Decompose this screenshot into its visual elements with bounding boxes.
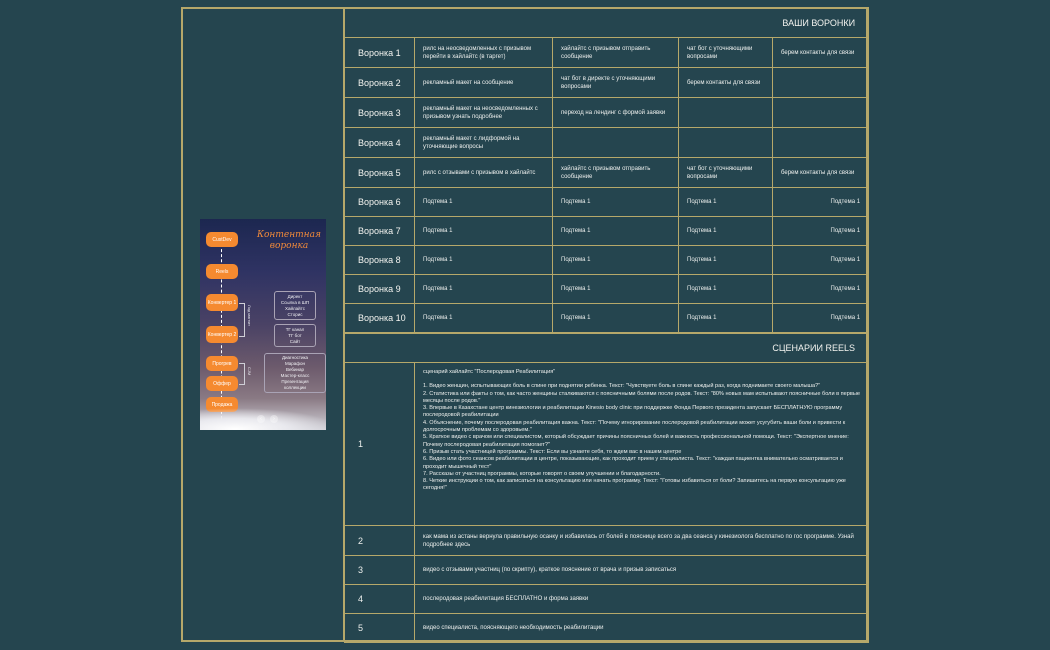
funnel-step-cell: Подтема 1 bbox=[679, 188, 773, 217]
script-step: 6. Видео или фото сеансов реабилитации в центре, показывающие, как проходит прием у специалиста. Текст: "каждая пациентка внимательно осматривается и проходит мышечный тест" bbox=[423, 456, 843, 470]
funnel-step-cell bbox=[773, 128, 869, 158]
channels-box-2: ТГ канал ТГ бот Сайт bbox=[274, 324, 316, 347]
funnel-step-cell: Подтема 1 bbox=[553, 304, 679, 333]
script-step: 3. Впервые в Казахстане центр кинезиологии и реабилитации Kinesio body clinic при поддержке Фонда Первого президента запускает БЕСПЛАТНУЮ программу послеродовой реабилитации bbox=[423, 405, 843, 419]
funnel-step-cell: Подтема 1 bbox=[553, 275, 679, 304]
funnel-row bbox=[345, 217, 869, 246]
funnel-step-cell: Подтема 1 bbox=[679, 304, 773, 333]
reels-number: 3 bbox=[345, 556, 415, 585]
script-step: 8. Четкие инструкции о том, как записаться на консультацию или начать программу. Текст: "Готовы избавиться от боли? Запишитесь на первую консультацию уже сегодня!" bbox=[423, 478, 846, 492]
funnel-label: Воронка 4 bbox=[345, 128, 415, 158]
cjm-label: CJM bbox=[247, 367, 252, 376]
funnel-step-cell: рекламный макет на неосведомленных с призывом узнать подробнее bbox=[415, 98, 553, 128]
funnel-label: Воронка 2 bbox=[345, 68, 415, 98]
funnel-step-cell: Подтема 1 bbox=[553, 217, 679, 246]
funnel-step-cell: хайлайтс с призывом отправить сообщение bbox=[553, 38, 679, 68]
funnel-step-cell: рилс на неосведомленных с призывом перейти в хайлайтс (в таргет) bbox=[415, 38, 553, 68]
funnel-label: Воронка 5 bbox=[345, 158, 415, 188]
reels-row bbox=[345, 526, 869, 556]
funnel-step-cell: рекламный макет с лидформой на уточняющие вопросы bbox=[415, 128, 553, 158]
funnel-step-cell: чат бот с уточняющими вопросами bbox=[679, 38, 773, 68]
step-warmup: Прогрев bbox=[206, 356, 238, 371]
funnel-row bbox=[345, 246, 869, 275]
script-step: 6. Призыв стать участницей программы. Текст: Если вы узнаете себя, то ждем вас в нашем центре bbox=[423, 448, 682, 455]
funnel-step-cell: Подтема 1 bbox=[415, 304, 553, 333]
reels-number: 2 bbox=[345, 526, 415, 556]
script-step: 7. Рассказы от участниц программы, которые говорят о своем улучшении и благодарности. bbox=[423, 470, 661, 477]
funnel-row bbox=[345, 38, 869, 68]
funnel-row bbox=[345, 68, 869, 98]
script-step: 5. Краткое видео с врачом или специалистом, который обсуждает причины поясничных болей и важность профессиональной помощи. Текст: "Экспертное мнение: Почему послеродовая реабилитация помогает?" bbox=[423, 434, 849, 448]
funnel-step-cell: Подтема 1 bbox=[679, 217, 773, 246]
funnel-row bbox=[345, 158, 869, 188]
funnel-step-cell: переход на лендинг с формой заявки bbox=[553, 98, 679, 128]
funnel-step-cell: Подтема 1 bbox=[415, 217, 553, 246]
channels-box-1: Директ Ссылка в ШП Хайлайтс Сторис bbox=[274, 291, 316, 320]
funnel-step-cell: Подтема 1 bbox=[773, 246, 869, 275]
funnel-row bbox=[345, 304, 869, 333]
funnel-step-cell bbox=[679, 98, 773, 128]
lead-magnet-bracket bbox=[239, 303, 245, 337]
funnel-row bbox=[345, 275, 869, 304]
funnel-step-cell bbox=[773, 68, 869, 98]
step-custdev: CustDev bbox=[206, 232, 238, 247]
funnel-label: Воронка 1 bbox=[345, 38, 415, 68]
script-step: 1. Видео женщин, испытывающих боль в спине при поднятии ребенка. Текст: "Чувствуете боль в спине каждый раз, когда поднимаете своего малыша?" bbox=[423, 383, 821, 390]
funnel-step-cell: рилс с отзывами с призывом в хайлайтс bbox=[415, 158, 553, 188]
step-offer: Оффер bbox=[206, 376, 238, 391]
reels-header-row bbox=[345, 334, 869, 363]
funnel-row bbox=[345, 98, 869, 128]
funnel-step-cell: хайлайтс с призывом отправить сообщение bbox=[553, 158, 679, 188]
reels-number: 1 bbox=[345, 363, 415, 526]
funnel-step-cell: Подтема 1 bbox=[773, 217, 869, 246]
script-title: сценарий хайлайтс "Послеродовая Реабилитация" bbox=[423, 369, 556, 375]
funnel-step-cell: Подтема 1 bbox=[679, 246, 773, 275]
funnels-table bbox=[344, 7, 869, 333]
warmup-formats-box: Диагностика Марафон Вебинар Мастер-класс Презентация коллекции bbox=[264, 353, 326, 393]
prev-arrow-icon[interactable]: ‹ bbox=[257, 415, 265, 423]
funnel-step-cell bbox=[679, 128, 773, 158]
funnel-step-cell: рекламный макет на сообщение bbox=[415, 68, 553, 98]
reels-row bbox=[345, 585, 869, 614]
funnel-label: Воронка 6 bbox=[345, 188, 415, 217]
funnel-label: Воронка 3 bbox=[345, 98, 415, 128]
step-sale: Продажа bbox=[206, 397, 238, 412]
reels-number: 4 bbox=[345, 585, 415, 614]
funnel-label: Воронка 10 bbox=[345, 304, 415, 333]
funnels-header-row bbox=[345, 8, 869, 38]
step-converter-1: Конвертер 1 bbox=[206, 294, 238, 311]
funnel-step-cell: берем контакты для связи bbox=[773, 38, 869, 68]
lead-magnet-label: Лид магнит bbox=[247, 305, 252, 327]
funnel-step-cell: Подтема 1 bbox=[415, 275, 553, 304]
cjm-bracket bbox=[239, 363, 245, 385]
funnel-step-cell: Подтема 1 bbox=[679, 275, 773, 304]
funnel-row bbox=[345, 128, 869, 158]
funnel-step-cell: чат бот с уточняющими вопросами bbox=[679, 158, 773, 188]
script-step: 2. Статистика или факты о том, как часто женщины сталкиваются с поясничными болями после родов. Текст: "80% новых мам испытывают поясничные боли в первые месяцы после родов." bbox=[423, 390, 861, 404]
step-converter-2: Конвертер 2 bbox=[206, 326, 238, 343]
funnel-step-cell: чат бот в директе с уточняющими вопросами bbox=[553, 68, 679, 98]
funnel-step-cell: Подтема 1 bbox=[773, 188, 869, 217]
funnel-step-cell: Подтема 1 bbox=[773, 304, 869, 333]
funnel-label: Воронка 7 bbox=[345, 217, 415, 246]
funnel-step-cell: Подтема 1 bbox=[553, 188, 679, 217]
reels-text: послеродовая реабилитация БЕСПЛАТНО и форма заявки bbox=[415, 585, 869, 614]
content-funnel-image bbox=[200, 219, 326, 430]
funnel-label: Воронка 8 bbox=[345, 246, 415, 275]
funnel-image-title: Контентная воронка bbox=[257, 230, 321, 251]
funnel-step-cell: Подтема 1 bbox=[415, 188, 553, 217]
reels-row bbox=[345, 556, 869, 585]
funnel-step-cell: Подтема 1 bbox=[415, 246, 553, 275]
funnel-step-cell: берем контакты для связи bbox=[679, 68, 773, 98]
funnel-step-cell bbox=[773, 98, 869, 128]
step-reels: Reels bbox=[206, 264, 238, 279]
reels-section-title: СЦЕНАРИИ REELS bbox=[345, 334, 869, 363]
script-step: 4. Объяснение, почему послеродовая реабилитация важна. Текст: "Почему игнорирование послеродовой реабилитации может усугубить ваши боли и привести к долгосрочным проблемам со здоровьем." bbox=[423, 419, 846, 434]
funnel-step-cell bbox=[553, 128, 679, 158]
funnel-step-cell: Подтема 1 bbox=[773, 275, 869, 304]
funnel-row bbox=[345, 188, 869, 217]
reels-number: 5 bbox=[345, 614, 415, 643]
reels-text: видео специалиста, поясняющего необходимость реабилитации bbox=[415, 614, 869, 643]
next-arrow-icon[interactable]: › bbox=[270, 415, 278, 423]
reels-text: видео с отзывами участниц (по скрипту), краткое пояснение от врача и призыв записаться bbox=[415, 556, 869, 585]
funnel-label: Воронка 9 bbox=[345, 275, 415, 304]
reels-table bbox=[344, 333, 869, 643]
reels-row bbox=[345, 363, 869, 526]
reels-row bbox=[345, 614, 869, 643]
funnel-step-cell: Подтема 1 bbox=[553, 246, 679, 275]
funnels-section-title: ВАШИ ВОРОНКИ bbox=[345, 8, 869, 38]
reels-script-cell bbox=[415, 363, 869, 526]
funnel-step-cell: берем контакты для связи bbox=[773, 158, 869, 188]
reels-text: как мама из астаны вернула правильную осанку и избавилась от болей в пояснице всего за два сеанса у кинезиолога бесплатно по гос программе. Узнай подробнее здесь bbox=[415, 526, 869, 556]
